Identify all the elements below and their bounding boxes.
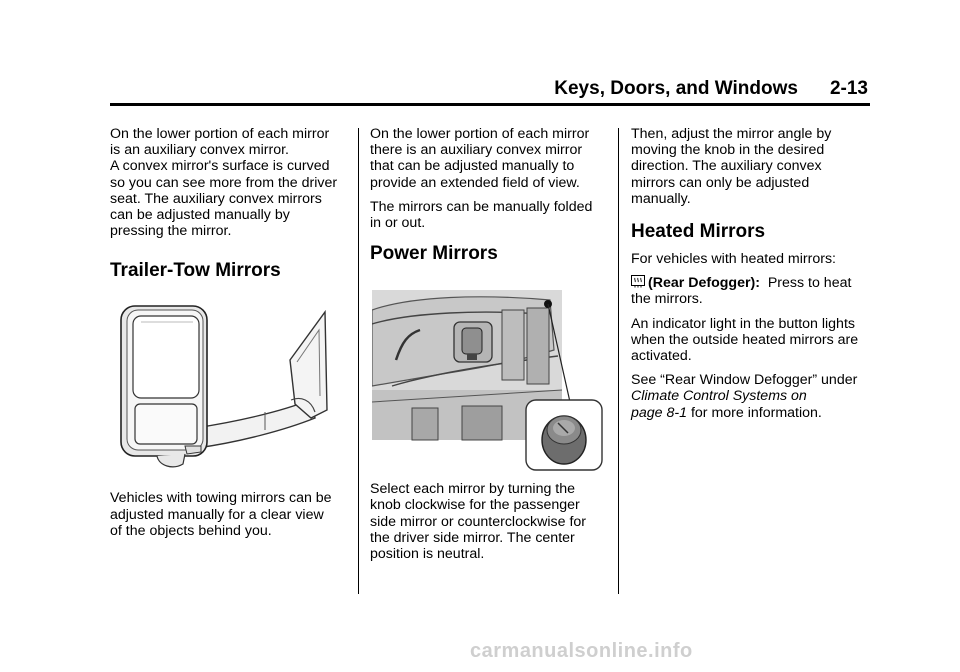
towing-mirrors-paragraph: Vehicles with towing mirrors can be adjusted manually for a clear view of the objects behind you. (110, 490, 332, 539)
auxiliary-mirror-paragraph: On the lower portion of each mirror there is an auxiliary convex mirror that can be adjusted manually to provide an extended field of view. (370, 126, 590, 191)
convex-mirror-paragraph: On the lower portion of each mirror is an auxiliary convex mirror. A convex mirror's surface is curved so you can see more from the driver seat. The auxiliary convex mirrors can be adjusted manually by pressing the mirror. (110, 126, 338, 240)
adjust-angle-paragraph: Then, adjust the mirror angle by moving the knob in the desired direction. The auxiliary convex mirrors can only be adjusted manually. (631, 126, 832, 207)
see-also-paragraph: See “Rear Window Defogger” under Climate Control Systems on page 8-1 for more information. (631, 372, 871, 421)
indicator-paragraph: An indicator light in the button lights when the outside heated mirrors are activated. (631, 315, 859, 365)
select-mirror-paragraph: Select each mirror by turning the knob clockwise for the passenger side mirror or counterclockwise for the driver side mirror. The center position is neutral. (370, 481, 587, 563)
folding-paragraph: The mirrors can be manually folded in or out. (370, 198, 593, 232)
power-mirrors-heading: Power Mirrors (370, 243, 498, 265)
heated-intro-paragraph: For vehicles with heated mirrors: (631, 251, 836, 268)
watermark: carmanualsonline.info (470, 640, 693, 662)
trailer-tow-mirror-illustration (115, 300, 330, 475)
section-title: Keys, Doors, and Windows (554, 78, 798, 99)
column-3 (631, 126, 871, 429)
climate-control-link[interactable]: Climate Control Systems on (631, 388, 807, 405)
heated-mirrors-heading: Heated Mirrors (631, 221, 766, 243)
rear-defogger-icon (631, 275, 645, 288)
trailer-tow-heading: Trailer-Tow Mirrors (110, 260, 281, 282)
page-header (110, 78, 868, 100)
defogger-paragraph: (Rear Defogger): Press to heat the mirrors. (631, 275, 852, 308)
defogger-label: (Rear Defogger): (648, 275, 760, 292)
page-number: 2-13 (829, 78, 868, 99)
column-divider-1 (358, 128, 359, 594)
header-rule (110, 103, 870, 106)
column-divider-2 (618, 128, 619, 594)
page-reference-link[interactable]: page 8-1 (631, 404, 688, 421)
power-mirror-knob-illustration (372, 290, 604, 472)
